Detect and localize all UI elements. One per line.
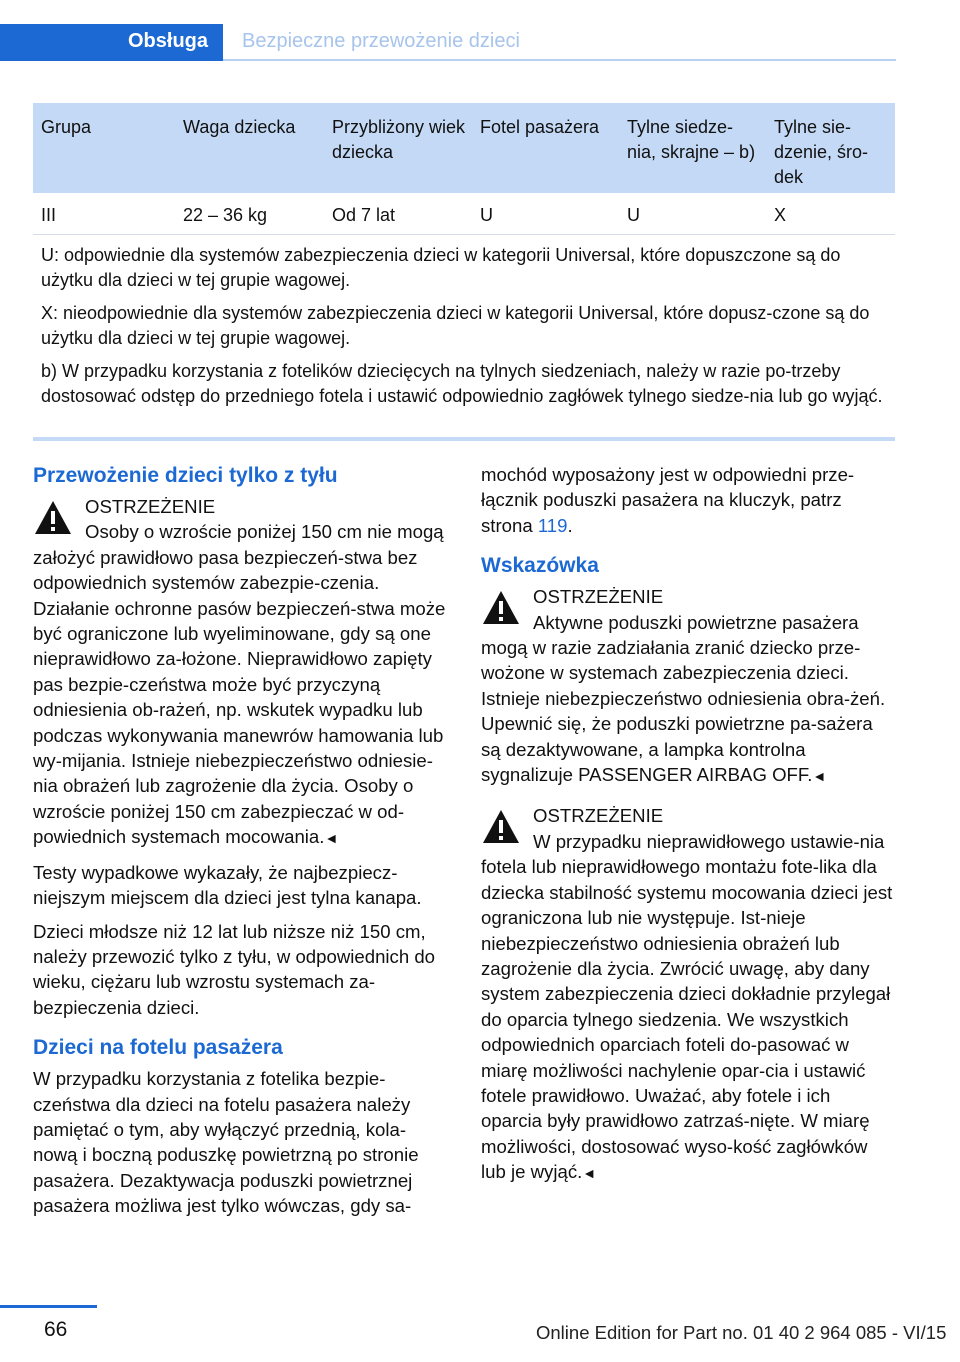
- edition-note: Online Edition for Part no. 01 40 2 964 085 - VI/15: [536, 1322, 947, 1343]
- right-column: [481, 462, 895, 1195]
- table-header: [33, 103, 895, 193]
- header-rule: [223, 59, 896, 61]
- warning-triangle-icon: [481, 588, 521, 628]
- heading-passenger-seat: Dzieci na fotelu pasażera: [33, 1036, 283, 1060]
- end-mark: ◄: [324, 830, 339, 847]
- page-number: 66: [44, 1318, 68, 1341]
- col-header-passenger-seat: Fotel pasażera: [480, 117, 600, 137]
- col-header-age: Przybliżony wiek dziecka: [332, 117, 466, 162]
- warning-block: [481, 803, 895, 1186]
- table-bottom-rule: [33, 437, 895, 441]
- cell-group: III: [41, 205, 57, 225]
- warning-block: [33, 494, 447, 852]
- section-tab: [0, 24, 223, 61]
- table-notes: [33, 235, 895, 438]
- left-column: [33, 462, 447, 1227]
- table-row: [33, 193, 895, 235]
- end-mark: ◄: [582, 1165, 597, 1182]
- col-header-rear-center: Tylne sie-dzenie, śro-dek: [774, 117, 869, 187]
- cell-rear-center: X: [774, 205, 787, 225]
- warning-triangle-icon: [481, 807, 521, 847]
- warning-title: OSTRZEŻENIE: [533, 586, 664, 608]
- col-header-weight: Waga dziecka: [183, 117, 296, 137]
- cell-age: Od 7 lat: [332, 205, 396, 225]
- heading-rear-only: Przewożenie dzieci tylko z tyłu: [33, 464, 338, 487]
- paragraph: Dzieci młodsze niż 12 lat lub niższe niż 150 cm, należy przewozić tylko z tyłu, w odpowiednich do wieku, ciężaru lub wzrostu systemach za-bezpieczenia dzieci.: [33, 920, 436, 1018]
- warning-text: Osoby o wzroście poniżej 150 cm nie mogą założyć prawidłowo pasa bezpieczeń-stwa bez odpowiednich systemów zabezpie-czenia. Działanie ochronne pasów bezpieczeń-stwa może być ograniczone lub wyeliminowane, gdy są one nieprawidłowo za-łożone. Nieprawidłowo zapięty pas bezpie-czeństwa może być przyczyną odniesienia ob-rażeń, np. wskutek wypadku lub podczas wykonywania manewrów hamowania lub wy-mijania. Istnieje niebezpieczeństwo odniesie-nia obrażeń lub zagrożenie dla życia. Osoby o wzroście poniżej 150 cm zabezpieczać w od-powiednich systemach mocowania.: [33, 521, 446, 848]
- page-reference-link[interactable]: 119: [537, 514, 568, 536]
- continued-text: mochód wyposażony jest w odpowiedni prze-łącznik poduszki pasażera na kluczyk, patrz strona: [481, 464, 855, 536]
- col-header-rear-outer: Tylne siedze-nia, skrajne – b): [627, 117, 756, 162]
- breadcrumb: Bezpieczne przewożenie dzieci: [242, 30, 520, 52]
- paragraph: Testy wypadkowe wykazały, że najbezpiecz-niejszym miejscem dla dzieci jest tylna kanapa.: [33, 861, 422, 909]
- warning-triangle-icon: [33, 498, 73, 538]
- warning-title: OSTRZEŻENIE: [85, 496, 216, 517]
- end-mark: ◄: [812, 768, 827, 785]
- page-header: [0, 24, 896, 61]
- col-header-group: Grupa: [41, 117, 92, 137]
- cell-passenger-seat: U: [480, 205, 493, 225]
- warning-text: Aktywne poduszki powietrzne pasażera mogą w razie zadziałania zranić dziecko prze-wożone w systemach zabezpieczenia dzieci. Istnieje niebezpieczeństwo odniesienia obra-żeń. Upewnić się, że poduszki powietrzne pa-sażera są dezaktywowane, a lampka kontrolna sygnalizuje PASSENGER AIRBAG OFF.: [481, 611, 886, 786]
- child-seat-table: [33, 103, 895, 438]
- cell-rear-outer: U: [627, 205, 640, 225]
- warning-title: OSTRZEŻENIE: [533, 805, 664, 827]
- footer-rule: [0, 1305, 97, 1308]
- warning-block: [481, 584, 895, 789]
- paragraph: W przypadku korzystania z fotelika bezpie-czeństwa dla dzieci na fotelu pasażera należy pamiętać o tym, aby wyłączyć przednią, kola-nową i boczną poduszkę powietrzną po stronie pasażera. Dezaktywacja poduszki powietrznej pasażera możliwa jest tylko wówczas, gdy sa-: [33, 1068, 419, 1217]
- warning-text: W przypadku nieprawidłowego ustawie-nia fotela lub nieprawidłowego montażu fote-lika dla dziecka stabilność systemu mocowania dzieci jest ograniczona lub nie występuje. Ist-nieje niebezpieczeństwo odniesienia obrażeń lub zagrożenie dla życia. Zwrócić uwagę, aby dany system zabezpieczenia dzieci dokładnie przylegał do oparcia tylnego siedzenia. We wszystkich odpowiednich oparciach foteli do-pasować w miarę możliwości nachylenie opar-cia i ustawić fotele prawidłowo. Uważać, aby fotele i ich oparcia były prawidłowo zatrzaś-nięte. W miarę możliwości, dostosować wyso-kość zagłówków lub je wyjąć.: [481, 830, 893, 1183]
- cell-weight: 22 – 36 kg: [183, 205, 268, 225]
- note-u: U: odpowiednie dla systemów zabezpieczenia dzieci w kategorii Universal, które dopuszczone są do użytku dla dzieci w tej grupie wagowej.: [41, 245, 841, 290]
- heading-note: Wskazówka: [481, 554, 599, 578]
- period: .: [567, 514, 573, 536]
- section-label: Obsługa: [128, 30, 209, 52]
- note-b: b) W przypadku korzystania z fotelików dziecięcych na tylnych siedzeniach, należy w razie po-trzeby dostosować odstęp do przedniego fotela i ustawić odpowiednio zagłówek tylnego siedze-nia lub go wyjąć.: [41, 361, 883, 406]
- note-x: X: nieodpowiednie dla systemów zabezpieczenia dzieci w kategorii Universal, które dopusz-czone są do użytku dla dzieci w tej grupie wagowej.: [41, 303, 870, 348]
